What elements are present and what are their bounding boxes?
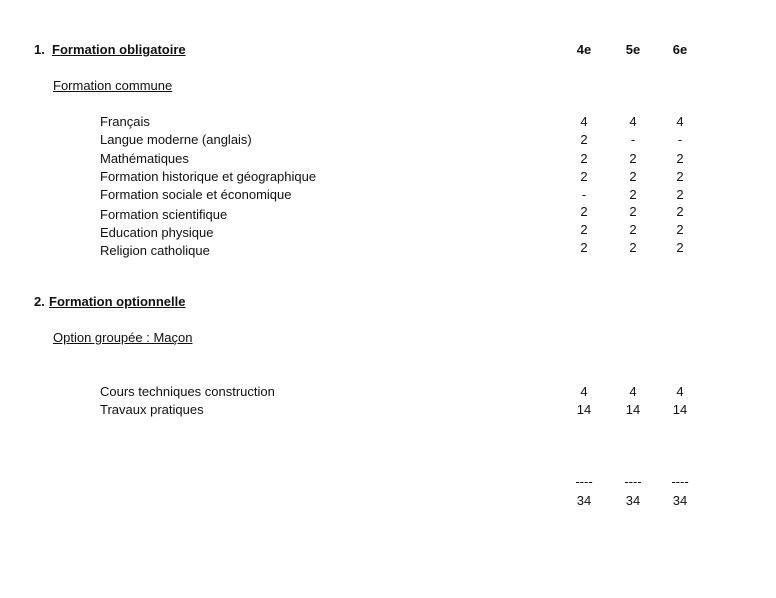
section1-subtitle: Formation commune: [53, 78, 173, 93]
subject-label: Formation scientifique: [100, 207, 228, 222]
column-header-6e: 6e: [672, 42, 688, 57]
hours-6e: -: [677, 132, 683, 147]
separator-6e: ----: [671, 474, 689, 489]
total-4e: 34: [576, 493, 592, 508]
hours-4e: 4: [580, 384, 588, 399]
section2-title: Formation optionnelle: [49, 294, 186, 309]
hours-4e: -: [581, 187, 587, 202]
section1-title: Formation obligatoire: [52, 42, 186, 57]
hours-4e: 2: [580, 222, 588, 237]
subject-label: Religion catholique: [100, 243, 210, 258]
subject-label: Mathématiques: [100, 151, 189, 166]
subject-label: Français: [100, 114, 150, 129]
hours-5e: 2: [629, 222, 637, 237]
subject-label: Langue moderne (anglais): [100, 132, 252, 147]
separator-4e: ----: [575, 474, 593, 489]
column-header-5e: 5e: [625, 42, 641, 57]
subject-label: Education physique: [100, 225, 214, 240]
hours-4e: 4: [580, 114, 588, 129]
total-6e: 34: [672, 493, 688, 508]
hours-6e: 2: [676, 187, 684, 202]
hours-5e: 14: [625, 402, 641, 417]
hours-6e: 14: [672, 402, 688, 417]
hours-5e: -: [630, 132, 636, 147]
hours-4e: 2: [580, 204, 588, 219]
column-header-4e: 4e: [576, 42, 592, 57]
hours-5e: 2: [629, 169, 637, 184]
section2-subtitle: Option groupée : Maçon: [53, 330, 193, 345]
hours-5e: 2: [629, 240, 637, 255]
hours-6e: 2: [676, 240, 684, 255]
hours-6e: 2: [676, 151, 684, 166]
hours-5e: 2: [629, 151, 637, 166]
subject-label: Formation historique et géographique: [100, 169, 317, 184]
section1-number: 1.: [34, 42, 45, 57]
hours-6e: 2: [676, 169, 684, 184]
hours-5e: 2: [629, 187, 637, 202]
hours-6e: 2: [676, 222, 684, 237]
subject-label: Cours techniques construction: [100, 384, 275, 399]
hours-4e: 14: [576, 402, 592, 417]
section2-number: 2.: [34, 294, 45, 309]
hours-4e: 2: [580, 151, 588, 166]
hours-6e: 4: [676, 384, 684, 399]
hours-4e: 2: [580, 132, 588, 147]
hours-6e: 4: [676, 114, 684, 129]
hours-5e: 4: [629, 384, 637, 399]
hours-4e: 2: [580, 240, 588, 255]
subject-label: Formation sociale et économique: [100, 187, 292, 202]
subject-label: Travaux pratiques: [100, 402, 204, 417]
hours-6e: 2: [676, 204, 684, 219]
hours-5e: 2: [629, 204, 637, 219]
total-5e: 34: [625, 493, 641, 508]
separator-5e: ----: [624, 474, 642, 489]
hours-4e: 2: [580, 169, 588, 184]
hours-5e: 4: [629, 114, 637, 129]
